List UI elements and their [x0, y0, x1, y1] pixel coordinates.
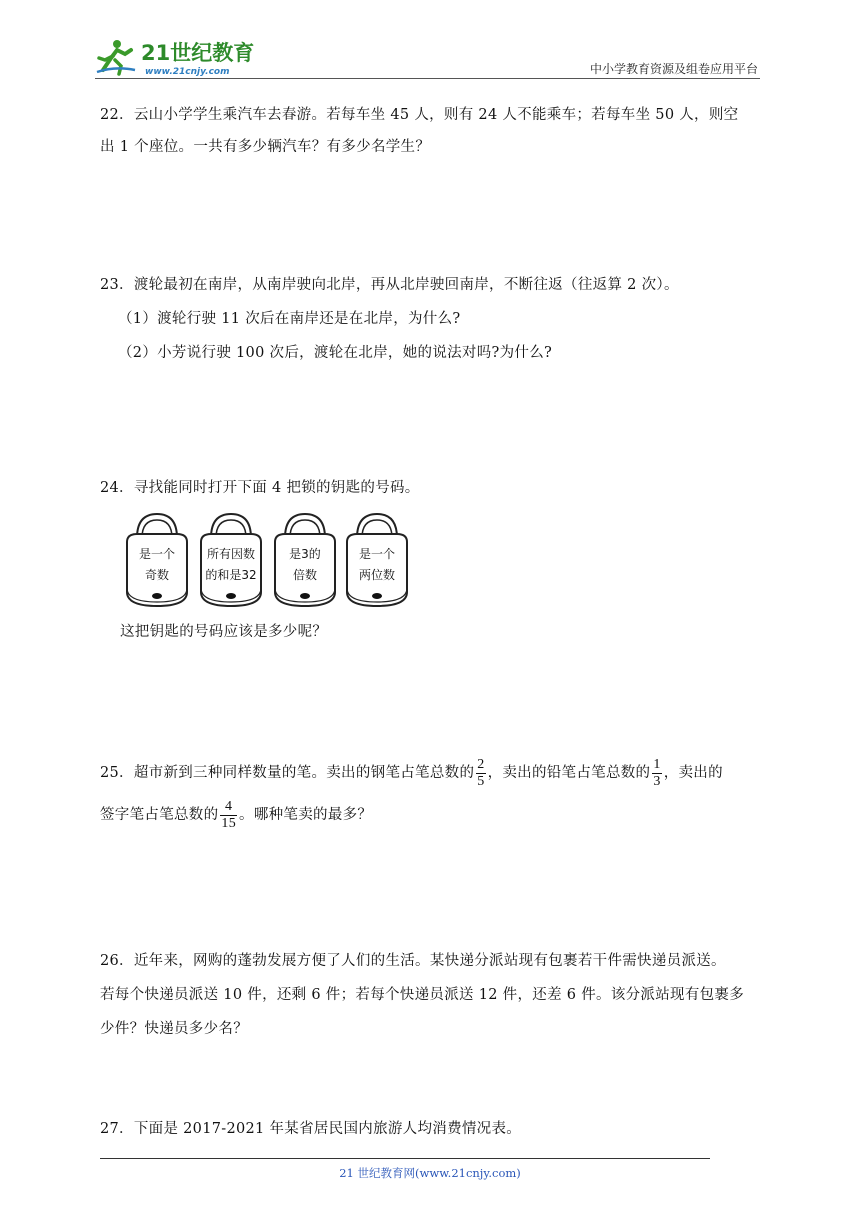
lock-2-label-line2: 的和是32 [205, 568, 257, 582]
lock-4-label-line2: 两位数 [358, 568, 396, 582]
question-24 [100, 472, 765, 504]
fraction-numerator: 4 [225, 798, 233, 814]
question-25-line2 [100, 794, 765, 836]
question-26-line1: 26．近年来，网购的蓬勃发展方便了人们的生活。某快递分派站现有包裹若干件需快递员派送。 [100, 953, 726, 969]
fraction-numerator: 1 [653, 756, 661, 772]
fraction-denominator: 15 [221, 815, 237, 831]
locks-illustration [125, 512, 415, 612]
footer-link[interactable]: 21 世纪教育网(www.21cnjy.com) [339, 1166, 521, 1180]
lock-3-label-line1: 是3的 [289, 547, 321, 561]
lock-1-label-line1: 是一个 [138, 547, 176, 561]
lock-2-label-line1: 所有因数 [206, 547, 256, 561]
question-24-line1: 24．寻找能同时打开下面 4 把锁的钥匙的号码。 [100, 480, 420, 496]
question-25-text-1: 25．超市新到三种同样数量的笔。卖出的钢笔占笔总数的 [100, 765, 475, 781]
question-26-line2: 若每个快递员派送 10 件，还剩 6 件；若每个快递员派送 12 件，还差 6 件。该分派站现有包裹多 [100, 987, 745, 1003]
question-25 [100, 752, 765, 836]
lock-3 [275, 514, 335, 606]
lock-4 [347, 514, 407, 606]
lock-1 [127, 514, 187, 606]
question-23-sub1: （1）渡轮行驶 11 次后在南岸还是在北岸，为什么? [118, 311, 461, 327]
logo-text: 21世纪教育 [141, 41, 255, 65]
question-24-prompt: 这把钥匙的号码应该是多少呢？ [120, 624, 328, 640]
question-22 [100, 99, 765, 163]
lock-2 [201, 514, 261, 606]
question-25-text-2: ，卖出的铅笔占笔总数的 [487, 765, 651, 781]
question-27-line1: 27．下面是 2017-2021 年某省居民国内旅游人均消费情况表。 [100, 1121, 522, 1137]
question-23 [100, 268, 765, 370]
fraction-1-3 [652, 757, 661, 790]
lock-4-label-line1: 是一个 [358, 547, 396, 561]
fraction-denominator: 5 [477, 773, 485, 789]
fraction-4-15 [220, 799, 237, 832]
question-23-sub2: （2）小芳说行驶 100 次后，渡轮在北岸，她的说法对吗?为什么? [118, 345, 553, 361]
question-27 [100, 1113, 765, 1145]
fraction-2-5 [476, 757, 485, 790]
runner-icon [97, 40, 135, 74]
question-25-text-5: 。哪种笔卖的最多？ [239, 807, 373, 823]
fraction-denominator: 3 [653, 773, 661, 789]
lock-3-label-line2: 倍数 [292, 568, 318, 582]
platform-label: 中小学教育资源及组卷应用平台 [589, 62, 758, 76]
question-22-line1: 22．云山小学学生乘汽车去春游。若每车坐 45 人，则有 24 人不能乘车；若每车坐 50 人，则空 [100, 107, 739, 123]
question-22-line2: 出 1 个座位。一共有多少辆汽车？有多少名学生？ [100, 139, 431, 155]
footer-divider [100, 1158, 710, 1159]
question-26-line3: 少件？快递员多少名？ [100, 1021, 248, 1037]
fraction-numerator: 2 [477, 756, 485, 772]
header-divider [95, 78, 760, 79]
question-26 [100, 944, 765, 1046]
question-25-line1 [100, 752, 765, 794]
question-25-text-3: ，卖出的 [663, 765, 723, 781]
lock-1-label-line2: 奇数 [144, 568, 170, 582]
question-23-line1: 23．渡轮最初在南岸，从南岸驶向北岸，再从北岸驶回南岸，不断往返（往返算 2 次）。 [100, 277, 679, 293]
site-logo [95, 36, 265, 78]
question-25-text-4: 签字笔占笔总数的 [100, 807, 219, 823]
logo-url: www.21cnjy.com [145, 67, 230, 77]
